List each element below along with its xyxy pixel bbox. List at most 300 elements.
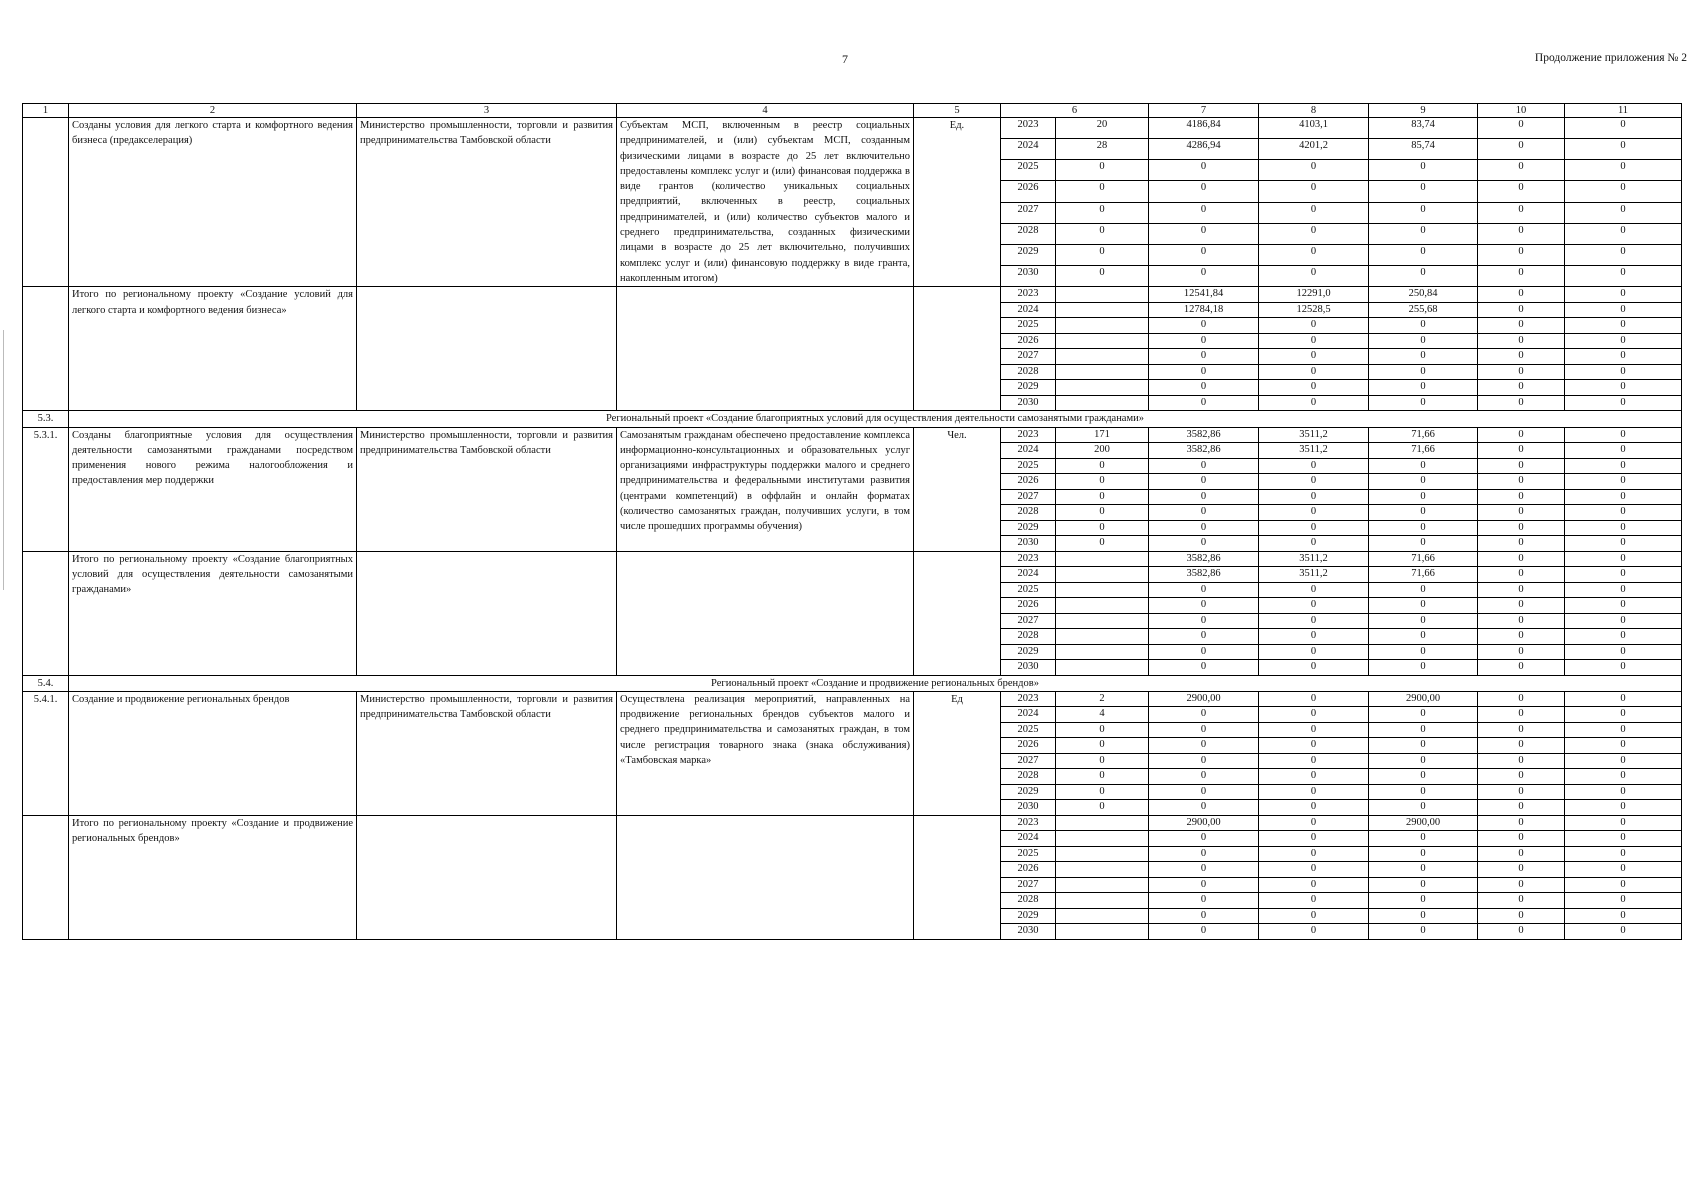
value-cell: 0 [1259, 333, 1369, 349]
value-cell: 0 [1565, 489, 1682, 505]
value-cell: 0 [1149, 738, 1259, 754]
value-cell: 0 [1565, 784, 1682, 800]
year-row [23, 427, 1682, 443]
value-cell: 28 [1056, 139, 1149, 160]
year-row [23, 691, 1682, 707]
item-number [23, 287, 69, 411]
value-cell [1056, 893, 1149, 909]
value-cell: 3511,2 [1259, 551, 1369, 567]
item-indicator [617, 287, 914, 411]
value-cell: 0 [1056, 738, 1149, 754]
value-cell: 0 [1149, 474, 1259, 490]
value-cell: 0 [1259, 380, 1369, 396]
year-cell: 2029 [1001, 244, 1056, 265]
year-cell: 2025 [1001, 160, 1056, 181]
value-cell: 0 [1565, 629, 1682, 645]
value-cell: 2900,00 [1149, 815, 1259, 831]
value-cell: 0 [1565, 582, 1682, 598]
value-cell: 85,74 [1369, 139, 1478, 160]
value-cell: 0 [1565, 318, 1682, 334]
value-cell: 0 [1478, 629, 1565, 645]
value-cell: 0 [1369, 893, 1478, 909]
value-cell: 0 [1259, 318, 1369, 334]
year-cell: 2027 [1001, 877, 1056, 893]
value-cell: 0 [1149, 753, 1259, 769]
value-cell: 0 [1369, 505, 1478, 521]
item-executor: Министерство промышленности, торговли и развития предпринимательства Тамбовской области [357, 691, 617, 815]
item-name: Итого по региональному проекту «Создание и продвижение региональных брендов» [69, 815, 357, 939]
item-name: Итого по региональному проекту «Создание условий для легкого старта и комфортного ведения бизнеса» [69, 287, 357, 411]
value-cell: 0 [1259, 244, 1369, 265]
value-cell: 0 [1149, 318, 1259, 334]
value-cell: 0 [1478, 800, 1565, 816]
value-cell: 0 [1259, 691, 1369, 707]
value-cell: 0 [1478, 458, 1565, 474]
value-cell: 0 [1259, 505, 1369, 521]
value-cell: 0 [1565, 223, 1682, 244]
value-cell: 0 [1369, 862, 1478, 878]
value-cell: 0 [1565, 333, 1682, 349]
value-cell: 0 [1478, 769, 1565, 785]
year-cell: 2029 [1001, 380, 1056, 396]
value-cell: 0 [1565, 474, 1682, 490]
column-header: 4 [617, 104, 914, 118]
value-cell: 0 [1565, 520, 1682, 536]
value-cell: 0 [1056, 160, 1149, 181]
item-number: 5.4.1. [23, 691, 69, 815]
year-cell: 2028 [1001, 364, 1056, 380]
year-cell: 2024 [1001, 707, 1056, 723]
value-cell: 0 [1149, 266, 1259, 287]
value-cell: 0 [1565, 287, 1682, 303]
value-cell [1056, 318, 1149, 334]
value-cell: 0 [1149, 877, 1259, 893]
value-cell: 0 [1565, 380, 1682, 396]
value-cell: 0 [1565, 427, 1682, 443]
value-cell: 0 [1478, 302, 1565, 318]
value-cell: 0 [1478, 364, 1565, 380]
value-cell: 0 [1149, 160, 1259, 181]
value-cell: 0 [1259, 738, 1369, 754]
value-cell: 0 [1259, 831, 1369, 847]
value-cell: 0 [1149, 784, 1259, 800]
value-cell: 0 [1369, 536, 1478, 552]
value-cell: 0 [1565, 691, 1682, 707]
section-number: 5.3. [23, 411, 69, 427]
year-cell: 2023 [1001, 551, 1056, 567]
value-cell: 0 [1565, 302, 1682, 318]
value-cell [1056, 862, 1149, 878]
value-cell: 0 [1369, 629, 1478, 645]
value-cell: 0 [1478, 551, 1565, 567]
item-executor [357, 287, 617, 411]
value-cell: 0 [1149, 800, 1259, 816]
year-cell: 2023 [1001, 427, 1056, 443]
value-cell: 0 [1565, 738, 1682, 754]
value-cell: 0 [1259, 660, 1369, 676]
item-indicator [617, 815, 914, 939]
value-cell: 0 [1478, 244, 1565, 265]
value-cell: 0 [1056, 489, 1149, 505]
value-cell: 0 [1259, 364, 1369, 380]
column-header: 7 [1149, 104, 1259, 118]
year-cell: 2026 [1001, 474, 1056, 490]
value-cell: 0 [1478, 318, 1565, 334]
page-number: 7 [842, 52, 848, 66]
value-cell: 0 [1565, 613, 1682, 629]
year-cell: 2024 [1001, 139, 1056, 160]
year-cell: 2025 [1001, 846, 1056, 862]
year-cell: 2028 [1001, 893, 1056, 909]
value-cell: 0 [1565, 877, 1682, 893]
value-cell [1056, 644, 1149, 660]
value-cell: 0 [1478, 598, 1565, 614]
value-cell [1056, 815, 1149, 831]
value-cell: 0 [1369, 707, 1478, 723]
value-cell: 0 [1565, 908, 1682, 924]
value-cell: 0 [1056, 223, 1149, 244]
value-cell [1056, 333, 1149, 349]
year-cell: 2024 [1001, 831, 1056, 847]
value-cell: 0 [1056, 800, 1149, 816]
column-header: 1 [23, 104, 69, 118]
value-cell: 250,84 [1369, 287, 1478, 303]
value-cell: 12291,0 [1259, 287, 1369, 303]
item-number [23, 815, 69, 939]
value-cell: 171 [1056, 427, 1149, 443]
value-cell: 0 [1259, 846, 1369, 862]
value-cell: 0 [1259, 613, 1369, 629]
value-cell [1056, 831, 1149, 847]
value-cell: 0 [1149, 505, 1259, 521]
item-indicator: Самозанятым гражданам обеспечено предоставление комплекса информационно-консультационных и образовательных услуг организациями инфраструктуры поддержки малого и среднего предпринимательства и федеральными институтами развития (центрами компетенций) в оффлайн и онлайн форматах (количество самозанятых граждан, получивших услуги, в том числе прошедших программы обучения) [617, 427, 914, 551]
scan-edge-mark [3, 330, 4, 590]
year-cell: 2027 [1001, 202, 1056, 223]
value-cell: 0 [1259, 536, 1369, 552]
value-cell: 0 [1369, 395, 1478, 411]
value-cell: 0 [1259, 582, 1369, 598]
value-cell: 0 [1149, 846, 1259, 862]
year-cell: 2024 [1001, 443, 1056, 459]
year-cell: 2028 [1001, 505, 1056, 521]
value-cell: 0 [1149, 582, 1259, 598]
value-cell: 0 [1149, 181, 1259, 202]
value-cell: 0 [1369, 181, 1478, 202]
value-cell: 0 [1369, 613, 1478, 629]
year-cell: 2030 [1001, 924, 1056, 940]
value-cell: 4201,2 [1259, 139, 1369, 160]
value-cell [1056, 660, 1149, 676]
value-cell: 0 [1259, 458, 1369, 474]
item-number [23, 118, 69, 287]
value-cell: 4186,84 [1149, 118, 1259, 139]
value-cell: 0 [1565, 139, 1682, 160]
item-unit: Ед. [914, 118, 1001, 287]
value-cell [1056, 924, 1149, 940]
value-cell: 0 [1259, 784, 1369, 800]
value-cell: 0 [1478, 443, 1565, 459]
value-cell: 3582,86 [1149, 551, 1259, 567]
year-cell: 2030 [1001, 266, 1056, 287]
value-cell: 0 [1478, 924, 1565, 940]
value-cell: 0 [1478, 395, 1565, 411]
value-cell: 0 [1478, 223, 1565, 244]
value-cell: 0 [1369, 722, 1478, 738]
item-name: Созданы условия для легкого старта и комфортного ведения бизнеса (предакселерация) [69, 118, 357, 287]
value-cell: 0 [1369, 753, 1478, 769]
value-cell: 0 [1149, 333, 1259, 349]
year-cell: 2028 [1001, 629, 1056, 645]
value-cell: 0 [1369, 202, 1478, 223]
value-cell [1056, 380, 1149, 396]
value-cell: 0 [1369, 908, 1478, 924]
value-cell: 0 [1565, 551, 1682, 567]
year-cell: 2026 [1001, 738, 1056, 754]
value-cell: 0 [1565, 244, 1682, 265]
column-header: 5 [914, 104, 1001, 118]
item-number: 5.3.1. [23, 427, 69, 551]
value-cell: 0 [1149, 924, 1259, 940]
year-cell: 2028 [1001, 223, 1056, 244]
value-cell: 0 [1149, 769, 1259, 785]
value-cell [1056, 395, 1149, 411]
value-cell: 0 [1259, 598, 1369, 614]
value-cell: 0 [1478, 644, 1565, 660]
value-cell [1056, 613, 1149, 629]
value-cell: 0 [1056, 520, 1149, 536]
value-cell: 0 [1478, 722, 1565, 738]
value-cell: 0 [1056, 722, 1149, 738]
value-cell: 0 [1565, 202, 1682, 223]
year-cell: 2029 [1001, 644, 1056, 660]
item-executor [357, 815, 617, 939]
value-cell: 0 [1149, 908, 1259, 924]
value-cell: 0 [1478, 862, 1565, 878]
year-cell: 2026 [1001, 333, 1056, 349]
value-cell: 0 [1565, 722, 1682, 738]
value-cell: 0 [1259, 202, 1369, 223]
value-cell: 0 [1149, 613, 1259, 629]
value-cell: 0 [1565, 364, 1682, 380]
item-executor: Министерство промышленности, торговли и развития предпринимательства Тамбовской области [357, 118, 617, 287]
value-cell: 0 [1369, 598, 1478, 614]
value-cell: 0 [1056, 536, 1149, 552]
value-cell: 0 [1149, 244, 1259, 265]
value-cell: 0 [1056, 753, 1149, 769]
column-header: 6 [1001, 104, 1149, 118]
value-cell: 0 [1565, 800, 1682, 816]
value-cell: 0 [1478, 520, 1565, 536]
year-cell: 2023 [1001, 118, 1056, 139]
value-cell: 0 [1149, 660, 1259, 676]
value-cell: 0 [1369, 800, 1478, 816]
value-cell: 0 [1478, 877, 1565, 893]
value-cell: 0 [1259, 489, 1369, 505]
value-cell: 0 [1259, 707, 1369, 723]
section-title: Региональный проект «Создание и продвижение региональных брендов» [69, 675, 1682, 691]
year-cell: 2023 [1001, 287, 1056, 303]
value-cell: 0 [1478, 474, 1565, 490]
value-cell: 3582,86 [1149, 443, 1259, 459]
value-cell: 4 [1056, 707, 1149, 723]
value-cell: 0 [1056, 458, 1149, 474]
value-cell: 0 [1259, 223, 1369, 244]
value-cell: 0 [1056, 769, 1149, 785]
value-cell [1056, 582, 1149, 598]
value-cell: 0 [1369, 474, 1478, 490]
value-cell: 0 [1149, 831, 1259, 847]
value-cell: 0 [1369, 738, 1478, 754]
value-cell: 0 [1565, 660, 1682, 676]
value-cell: 200 [1056, 443, 1149, 459]
value-cell: 0 [1056, 784, 1149, 800]
year-cell: 2027 [1001, 489, 1056, 505]
value-cell: 0 [1478, 181, 1565, 202]
value-cell: 0 [1369, 266, 1478, 287]
value-cell: 0 [1565, 349, 1682, 365]
value-cell: 0 [1056, 266, 1149, 287]
value-cell: 71,66 [1369, 551, 1478, 567]
value-cell: 0 [1259, 644, 1369, 660]
value-cell: 71,66 [1369, 427, 1478, 443]
value-cell: 0 [1259, 395, 1369, 411]
year-cell: 2029 [1001, 520, 1056, 536]
value-cell: 0 [1259, 800, 1369, 816]
value-cell: 0 [1056, 505, 1149, 521]
value-cell: 0 [1259, 862, 1369, 878]
value-cell: 0 [1478, 831, 1565, 847]
value-cell: 0 [1565, 644, 1682, 660]
value-cell: 4286,94 [1149, 139, 1259, 160]
year-cell: 2030 [1001, 800, 1056, 816]
item-unit: Чел. [914, 427, 1001, 551]
value-cell: 0 [1478, 489, 1565, 505]
value-cell: 0 [1369, 244, 1478, 265]
value-cell: 0 [1478, 660, 1565, 676]
value-cell: 0 [1369, 333, 1478, 349]
value-cell: 0 [1565, 395, 1682, 411]
value-cell: 2 [1056, 691, 1149, 707]
value-cell: 12784,18 [1149, 302, 1259, 318]
value-cell: 0 [1565, 458, 1682, 474]
value-cell: 0 [1478, 505, 1565, 521]
year-row [23, 815, 1682, 831]
year-cell: 2026 [1001, 598, 1056, 614]
year-cell: 2030 [1001, 536, 1056, 552]
item-number [23, 551, 69, 675]
value-cell: 0 [1478, 287, 1565, 303]
value-cell: 0 [1259, 753, 1369, 769]
value-cell: 0 [1369, 846, 1478, 862]
year-row [23, 551, 1682, 567]
value-cell: 0 [1478, 333, 1565, 349]
year-cell: 2027 [1001, 613, 1056, 629]
value-cell: 0 [1478, 691, 1565, 707]
value-cell: 0 [1149, 722, 1259, 738]
value-cell: 0 [1478, 380, 1565, 396]
value-cell: 0 [1478, 908, 1565, 924]
value-cell: 0 [1369, 831, 1478, 847]
year-cell: 2023 [1001, 815, 1056, 831]
item-unit [914, 287, 1001, 411]
value-cell: 0 [1056, 244, 1149, 265]
section-row [23, 675, 1682, 691]
value-cell: 0 [1565, 893, 1682, 909]
section-title: Региональный проект «Создание благоприятных условий для осуществления деятельности самозанятыми гражданами» [69, 411, 1682, 427]
year-cell: 2025 [1001, 722, 1056, 738]
value-cell: 3511,2 [1259, 427, 1369, 443]
value-cell: 0 [1565, 846, 1682, 862]
value-cell: 0 [1478, 613, 1565, 629]
value-cell: 0 [1259, 722, 1369, 738]
value-cell: 0 [1478, 118, 1565, 139]
value-cell: 12541,84 [1149, 287, 1259, 303]
value-cell: 71,66 [1369, 567, 1478, 583]
value-cell: 0 [1259, 160, 1369, 181]
year-row [23, 118, 1682, 139]
column-header: 8 [1259, 104, 1369, 118]
value-cell: 0 [1565, 118, 1682, 139]
value-cell: 3582,86 [1149, 427, 1259, 443]
value-cell: 0 [1565, 266, 1682, 287]
value-cell: 0 [1478, 427, 1565, 443]
year-cell: 2027 [1001, 753, 1056, 769]
value-cell: 0 [1369, 458, 1478, 474]
year-cell: 2026 [1001, 181, 1056, 202]
value-cell: 0 [1056, 181, 1149, 202]
value-cell [1056, 302, 1149, 318]
value-cell [1056, 364, 1149, 380]
value-cell: 0 [1369, 660, 1478, 676]
value-cell: 0 [1149, 458, 1259, 474]
year-cell: 2028 [1001, 769, 1056, 785]
value-cell: 0 [1478, 846, 1565, 862]
value-cell [1056, 349, 1149, 365]
value-cell: 0 [1149, 644, 1259, 660]
value-cell: 0 [1369, 520, 1478, 536]
value-cell: 0 [1478, 567, 1565, 583]
column-header: 11 [1565, 104, 1682, 118]
value-cell: 0 [1369, 769, 1478, 785]
value-cell: 0 [1149, 707, 1259, 723]
column-header: 2 [69, 104, 357, 118]
value-cell: 0 [1369, 160, 1478, 181]
value-cell [1056, 877, 1149, 893]
item-unit [914, 551, 1001, 675]
value-cell: 0 [1565, 160, 1682, 181]
item-indicator: Субъектам МСП, включенным в реестр социальных предпринимателей, и (или) субъектам МСП, созданным физическими лицами в возрасте до 25 лет включительно предоставлены комплекс услуг и (или) финансовая поддержка в виде грантов (количество уникальных социальных предприятий, включенных в реестр, социальных предпринимателей, и (или) количество субъектов малого и среднего предпринимательства, созданных физическими лицами в возрасте до 25 лет включительно, получивших комплекс услуг и (или) финансовую поддержку в виде гранта, накопленным итогом) [617, 118, 914, 287]
column-header-row [23, 104, 1682, 118]
value-cell: 0 [1565, 536, 1682, 552]
value-cell: 0 [1259, 181, 1369, 202]
item-executor [357, 551, 617, 675]
item-unit: Ед [914, 691, 1001, 815]
item-name: Созданы благоприятные условия для осуществления деятельности самозанятыми гражданами посредством применения нового режима налогообложения и предоставления мер поддержки [69, 427, 357, 551]
value-cell: 0 [1149, 395, 1259, 411]
year-cell: 2026 [1001, 862, 1056, 878]
value-cell: 0 [1149, 629, 1259, 645]
value-cell: 0 [1259, 520, 1369, 536]
value-cell: 71,66 [1369, 443, 1478, 459]
value-cell: 0 [1478, 707, 1565, 723]
value-cell: 0 [1369, 582, 1478, 598]
value-cell [1056, 287, 1149, 303]
value-cell: 0 [1369, 784, 1478, 800]
value-cell: 0 [1478, 753, 1565, 769]
value-cell: 12528,5 [1259, 302, 1369, 318]
value-cell: 0 [1369, 380, 1478, 396]
value-cell: 20 [1056, 118, 1149, 139]
